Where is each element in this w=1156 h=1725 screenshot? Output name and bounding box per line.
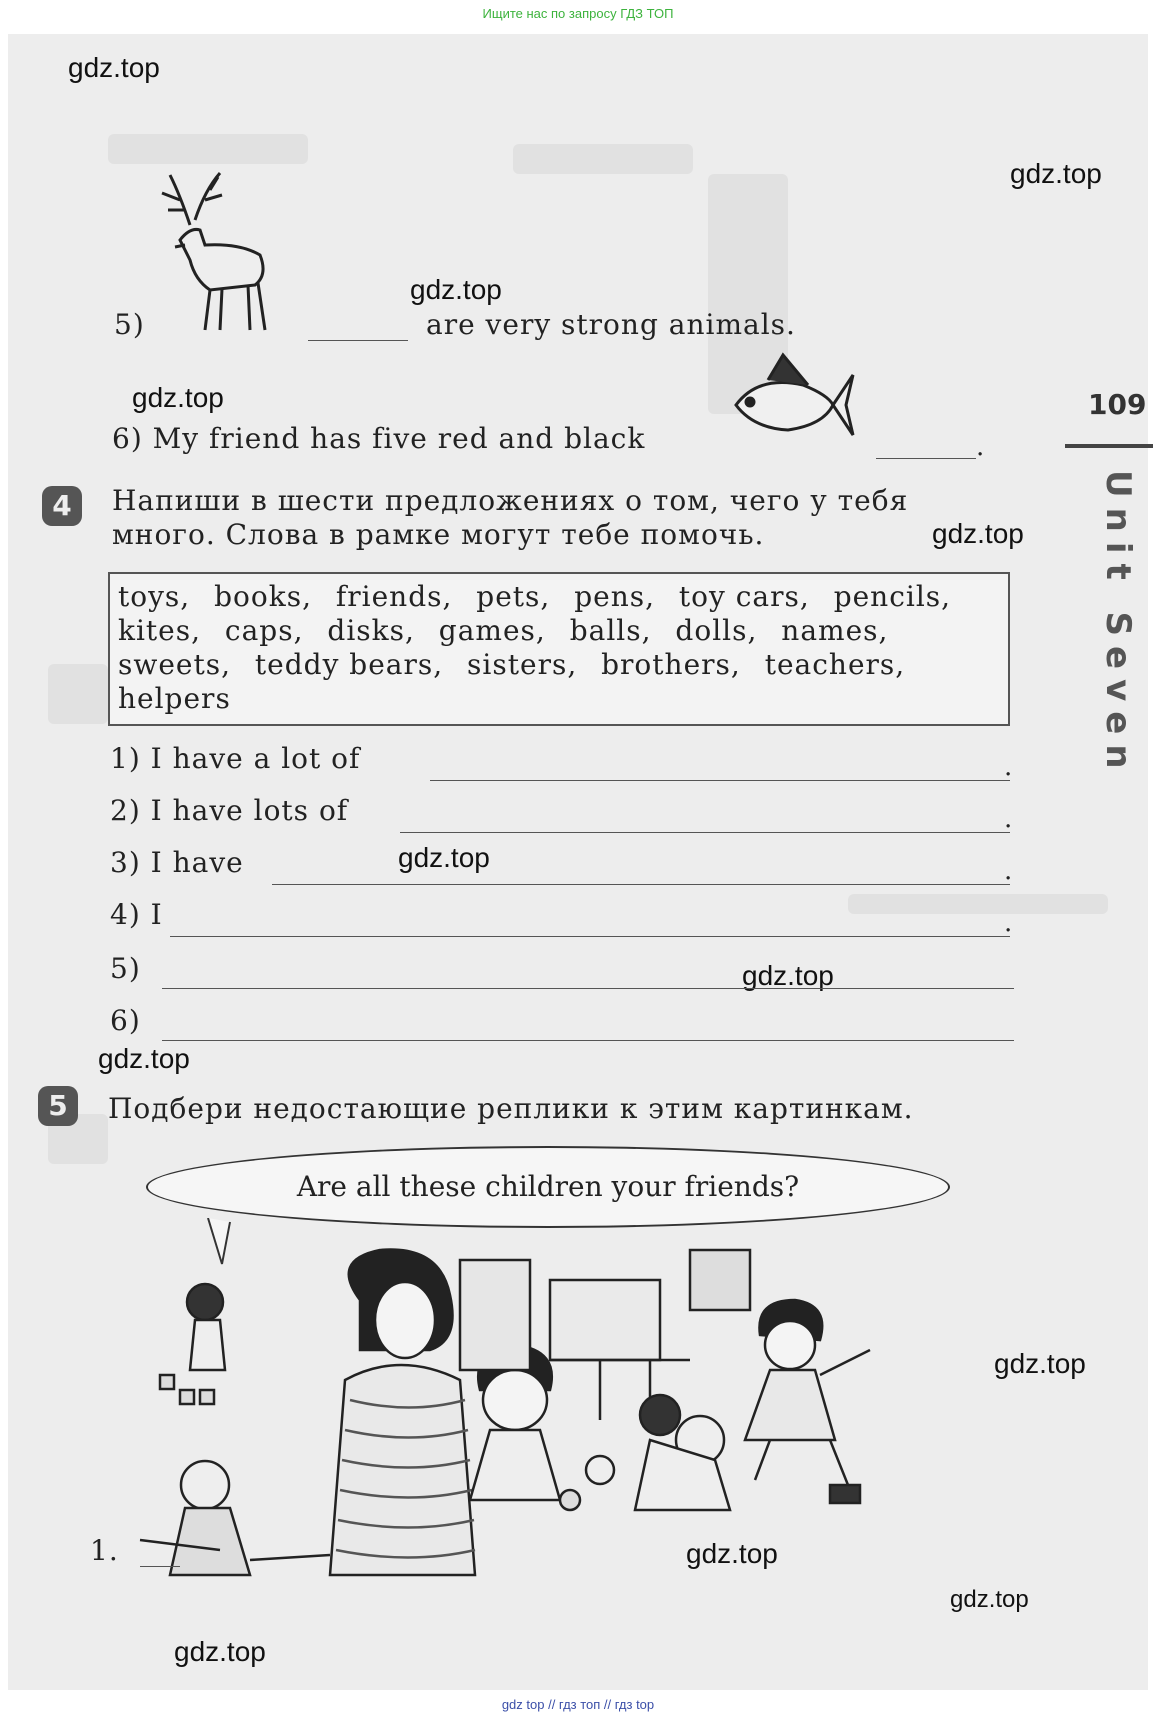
page-number: 109 [1088,388,1147,421]
word: brothers, [601,648,741,681]
watermark: gdz.top [132,382,224,413]
speech-bubble [146,1146,950,1228]
answer-line[interactable] [162,988,1014,989]
word: books, [214,580,312,613]
exercise-5-badge: 5 [38,1086,78,1126]
top-banner[interactable]: Ищите нас по запросу ГДЗ ТОП [482,6,674,21]
reindeer-illustration [150,165,280,335]
item-5-number: 5) [114,308,145,341]
watermark: gdz.top [174,1636,266,1667]
exercise-4-instruction: много. Слова в рамке могут тебе помочь. [112,518,765,551]
watermark: gdz.top [686,1538,778,1569]
word: dolls, [675,614,758,647]
children-room-illustration [130,1240,960,1580]
word: disks, [327,614,415,647]
item-5-text: are very strong animals. [426,308,796,341]
end-mark: . [1004,804,1013,834]
unit-label: Unit Seven [1098,470,1138,779]
watermark: gdz.top [932,518,1024,549]
watermark: gdz.top [1010,158,1102,189]
word: sweets, [118,648,231,681]
word: toys, [118,580,191,613]
exercise-4-instruction: Напиши в шести предложениях о том, чего у тебя [112,484,909,517]
watermark: gdz.top [950,1586,1029,1613]
exercise-4-item: 6) [110,1004,141,1037]
bottom-banner[interactable]: gdz top // гдз топ // гдз top [501,1697,655,1712]
word: friends, [335,580,453,613]
item-6-text: 6) My friend has five red and black [112,422,646,455]
exercise-5-instruction: Подбери недостающие реплики к этим картинкам. [108,1092,914,1125]
watermark: gdz.top [68,52,160,83]
word: kites, [118,614,202,647]
end-mark: . [976,432,985,462]
end-mark: . [1004,856,1013,886]
word: helpers [118,682,231,715]
exercise-4-item: 2) I have lots of [110,794,349,827]
watermark: gdz.top [742,960,834,991]
word: games, [438,614,546,647]
answer-line[interactable] [272,884,1010,885]
watermark: gdz.top [398,842,490,873]
exercise-4-item: 1) I have a lot of [110,742,361,775]
watermark: gdz.top [994,1348,1086,1379]
word: sisters, [467,648,578,681]
word-box [108,572,1010,726]
word: teddy bears, [254,648,444,681]
answer-line[interactable] [170,936,1010,937]
page-number-rule [1065,444,1153,448]
exercise-4-item: 4) I [110,898,163,931]
watermark: gdz.top [410,274,502,305]
end-mark: . [1004,908,1013,938]
exercise-5-answer-label: 1. [90,1534,119,1567]
fish-illustration [728,350,858,450]
answer-line[interactable] [162,1040,1014,1041]
exercise-4-item: 5) [110,952,141,985]
exercise-4-item: 3) I have [110,846,244,879]
exercise-4-badge: 4 [42,486,82,526]
answer-line[interactable] [140,1566,180,1567]
word: pens, [574,580,656,613]
answer-line[interactable] [308,340,408,341]
word: toy cars, [678,580,810,613]
watermark: gdz.top [98,1043,190,1074]
word: teachers, [764,648,906,681]
word: balls, [569,614,652,647]
speech-bubble-text: Are all these children your friends? [296,1170,800,1203]
word: caps, [224,614,304,647]
end-mark: . [1004,752,1013,782]
answer-line[interactable] [876,458,976,459]
answer-line[interactable] [430,780,1010,781]
answer-line[interactable] [400,832,1010,833]
word: names, [781,614,889,647]
word: pets, [476,580,551,613]
word: pencils, [833,580,952,613]
